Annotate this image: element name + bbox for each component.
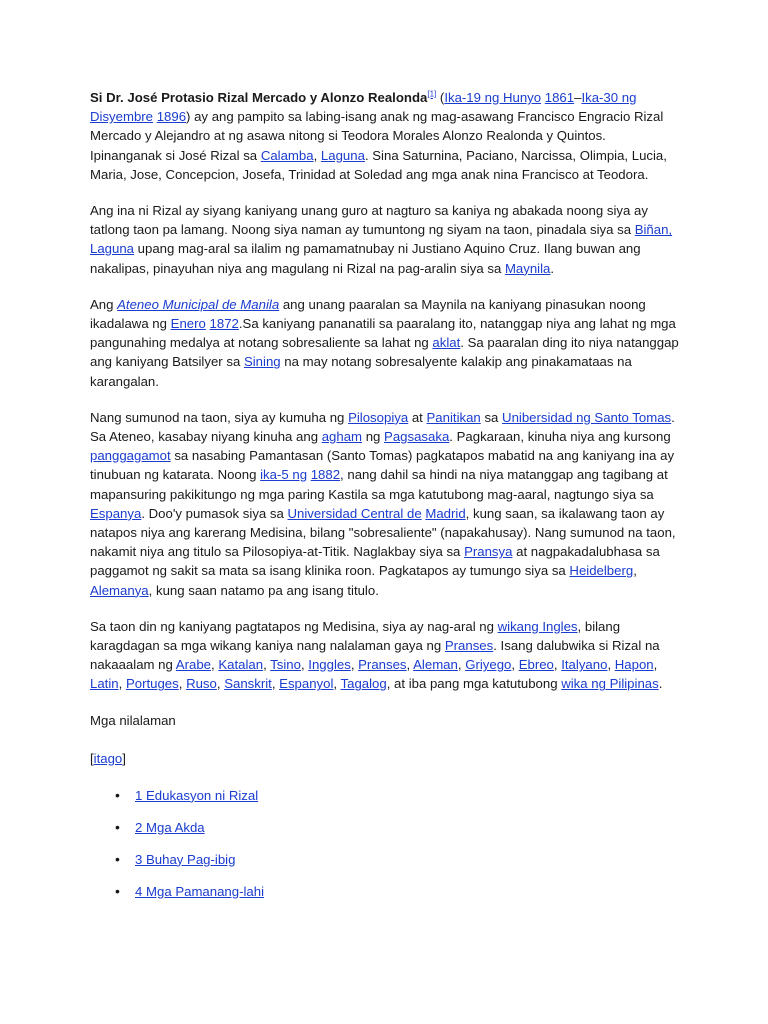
text: [ <box>90 750 94 766</box>
text: ng <box>362 429 385 445</box>
text: . Isang dalubwika si Rizal na nakaaalam ng <box>90 638 660 673</box>
toc-item <box>90 818 680 850</box>
link-language[interactable]: Griyego <box>465 657 512 673</box>
text: , <box>271 676 280 692</box>
link-ika5[interactable]: ika-5 ng <box>260 467 308 483</box>
link-1882[interactable]: 1882 <box>310 467 341 483</box>
link-language[interactable]: Hapon <box>614 657 654 673</box>
text: . Sina Saturnina, Paciano, Narcissa, Olimpia, Lucia, Maria, Jose, Concepcion, Josefa, Trinidad at Soledad ang mga anak nina Francisco at Teodora. <box>90 147 667 182</box>
article-body <box>90 88 680 914</box>
intro-paragraph <box>90 88 680 184</box>
link-language[interactable]: Sanskrit <box>224 676 272 692</box>
link-binan[interactable]: Biñan, Laguna <box>90 222 673 257</box>
text: . Sa paaralan ding ito niya natanggap ang kaniyang Batsilyer sa <box>90 335 679 370</box>
text: , kung saan, sa ikalawang taon ay natapos niya ang karerang Medisina, bilang "sobresaliente" (napakahusay). Nang sumunod na taon, nakamit niya ang titulo sa Pilosopiya-at-Titik. Naglakbay siya sa <box>90 505 676 560</box>
toc-title: Mga nilalaman <box>90 712 176 728</box>
link-panitikan[interactable]: Panitikan <box>426 409 481 425</box>
text: , <box>300 657 309 673</box>
link-language[interactable]: Ruso <box>186 676 217 692</box>
text: , <box>333 676 341 692</box>
link-language[interactable]: Pranses <box>358 657 407 673</box>
link-wika-ng-pilipinas[interactable]: wika ng Pilipinas <box>561 676 659 692</box>
link-pransya[interactable]: Pransya <box>464 544 513 560</box>
text: ( <box>436 90 445 105</box>
link-enero[interactable]: Enero <box>170 316 206 332</box>
link-maynila[interactable]: Maynila <box>504 260 551 276</box>
text: ang unang paaralan sa Maynila na kaniyang pinasukan noong ikadalawa ng <box>90 296 646 332</box>
text: Ang <box>90 296 118 312</box>
text: na may notang sobresalyente kalakip ang pinakamataas na karangalan. <box>90 354 632 389</box>
text: . Doo'y pumasok siya sa <box>141 505 288 521</box>
text: at <box>408 409 427 425</box>
text: , <box>457 657 466 673</box>
text: , <box>553 657 562 673</box>
link-language[interactable]: Tagalog <box>340 676 387 692</box>
text: , <box>653 657 658 673</box>
text: , <box>118 676 126 692</box>
text: , <box>350 657 359 673</box>
link-death-year[interactable]: 1896 <box>156 109 187 125</box>
link-language[interactable]: Aleman <box>413 657 458 673</box>
link-language[interactable]: Arabe <box>175 657 211 673</box>
link-ateneo[interactable]: Ateneo Municipal de Manila <box>117 296 280 312</box>
link-sining[interactable]: Sining <box>243 354 281 370</box>
link-birth-year[interactable]: 1861 <box>544 90 575 105</box>
link-calamba[interactable]: Calamba <box>260 147 314 163</box>
link-espanya[interactable]: Espanya <box>90 505 142 521</box>
toc-item <box>90 786 680 818</box>
link-alemanya[interactable]: Alemanya <box>90 582 149 598</box>
toc-hide-link[interactable]: itago <box>93 750 123 766</box>
link-panggagamot[interactable]: panggagamot <box>90 448 171 464</box>
text: , <box>406 657 414 673</box>
subject-name: Si Dr. José Protasio Rizal Mercado y Alonzo Realonda <box>90 90 428 105</box>
link-universidad-central[interactable]: Universidad Central de <box>287 505 422 521</box>
toc-list <box>90 786 680 914</box>
text: , <box>511 657 519 673</box>
text: . Sa Ateneo, kasabay niyang kinuha ang <box>90 409 675 445</box>
text: sa <box>480 409 503 425</box>
text: , nang dahil sa hindi na niya matanggap ang tagibang at mapansuring pakikitungo ng mga paring Kastila sa mga katutubong mag-aaral, nagtungo siya sa <box>90 467 668 502</box>
link-language[interactable]: Katalan <box>218 657 264 673</box>
toc-link[interactable]: 2 Mga Akda <box>135 819 205 835</box>
link-pranses[interactable]: Pranses <box>444 638 494 654</box>
link-laguna[interactable]: Laguna <box>320 147 365 163</box>
text: Ang ina ni Rizal ay siyang kaniyang unang guro at nagturo sa kaniya ng abakada noong siya ay tatlong taon pa lamang. Noong siya naman ay tumuntong ng siyam na taon, pinadala siya sa <box>90 203 648 238</box>
link-1872[interactable]: 1872 <box>209 316 239 332</box>
toc-item <box>90 850 680 882</box>
toc-item <box>90 882 680 914</box>
text: . <box>550 260 555 276</box>
text: . <box>658 676 663 692</box>
text: – <box>574 90 582 105</box>
text: ) ay ang pampito sa labing-isang anak ng mag-asawang Francisco Engracio Rizal Mercado y Alejandro at ng asawa nitong si Teodora Morales Alonzo Realonda y Quintos. Ipinanganak si José Rizal sa <box>90 109 664 163</box>
link-language[interactable]: Tsino <box>270 657 301 673</box>
text: , <box>313 147 321 163</box>
languages-paragraph <box>90 617 680 694</box>
text: , at iba pang mga katutubong <box>386 676 562 692</box>
link-pilosopiya[interactable]: Pilosopiya <box>348 409 409 425</box>
text: .Sa kaniyang pananatili sa paaralang ito, natanggap niya ang lahat ng mga pangunahing medalya at notang sobresaliente sa lahat ng <box>90 316 676 351</box>
citation-link[interactable]: [1] <box>427 89 437 99</box>
toc-link[interactable]: 1 Edukasyon ni Rizal <box>135 787 259 803</box>
link-pagsasaka[interactable]: Pagsasaka <box>384 429 450 445</box>
text: , <box>607 657 615 673</box>
text: , <box>216 676 225 692</box>
link-language[interactable]: Portuges <box>125 676 179 692</box>
text: ] <box>122 750 126 766</box>
link-wikang-ingles[interactable]: wikang Ingles <box>497 618 578 634</box>
university-paragraph <box>90 408 680 600</box>
text: , bilang karagdagan sa mga wikang kaniya nang nalalaman gaya ng <box>90 618 621 654</box>
link-language[interactable]: Inggles <box>308 657 351 673</box>
link-language[interactable]: Latin <box>90 676 119 692</box>
link-agham[interactable]: agham <box>321 429 363 445</box>
toc-hide-toggle <box>90 749 680 768</box>
text: , <box>263 657 271 673</box>
text: Nang sumunod na taon, siya ay kumuha ng <box>90 409 349 425</box>
link-language[interactable]: Ebreo <box>518 657 554 673</box>
toc-link[interactable]: 4 Mga Pamanang-lahi <box>135 883 265 899</box>
link-ust[interactable]: Unibersidad ng Santo Tomas <box>502 409 672 425</box>
ateneo-paragraph <box>90 295 680 391</box>
link-madrid[interactable]: Madrid <box>425 505 466 521</box>
text: , <box>633 563 637 579</box>
text: . Pagkaraan, kinuha niya ang kursong <box>449 429 671 445</box>
link-death-day[interactable]: Ika-30 ng Disyembre <box>90 90 637 125</box>
link-language[interactable]: Espanyol <box>279 676 334 692</box>
link-aklat[interactable]: aklat <box>432 335 461 351</box>
link-language[interactable]: Italyano <box>561 657 608 673</box>
text: at nagpakadalubhasa sa paggamot ng sakit sa mata sa isang klinika roon. Pagkatapos ay tumungo siya sa <box>90 544 660 579</box>
text: upang mag-aral sa ilalim ng pamamatnubay ni Justiano Aquino Cruz. Ilang buwan ang nakalipas, pinayuhan niya ang magulang ni Rizal na pag-aralin siya sa <box>90 241 641 276</box>
link-birth-day[interactable]: Ika-19 ng Hunyo <box>444 90 542 105</box>
toc-link[interactable]: 3 Buhay Pag-ibig <box>135 851 236 867</box>
text: , kung saan natamo pa ang isang titulo. <box>148 582 379 598</box>
text: , <box>211 657 219 673</box>
link-heidelberg[interactable]: Heidelberg <box>569 563 634 579</box>
text: Sa taon din ng kaniyang pagtatapos ng Medisina, siya ay nag-aral ng <box>90 618 498 634</box>
education-paragraph <box>90 201 680 278</box>
text: , <box>178 676 187 692</box>
text: sa nasabing Pamantasan (Santo Tomas) pagkatapos mabatid na ang kaniyang ina ay tinubuan ng katarata. Noong <box>90 448 675 483</box>
